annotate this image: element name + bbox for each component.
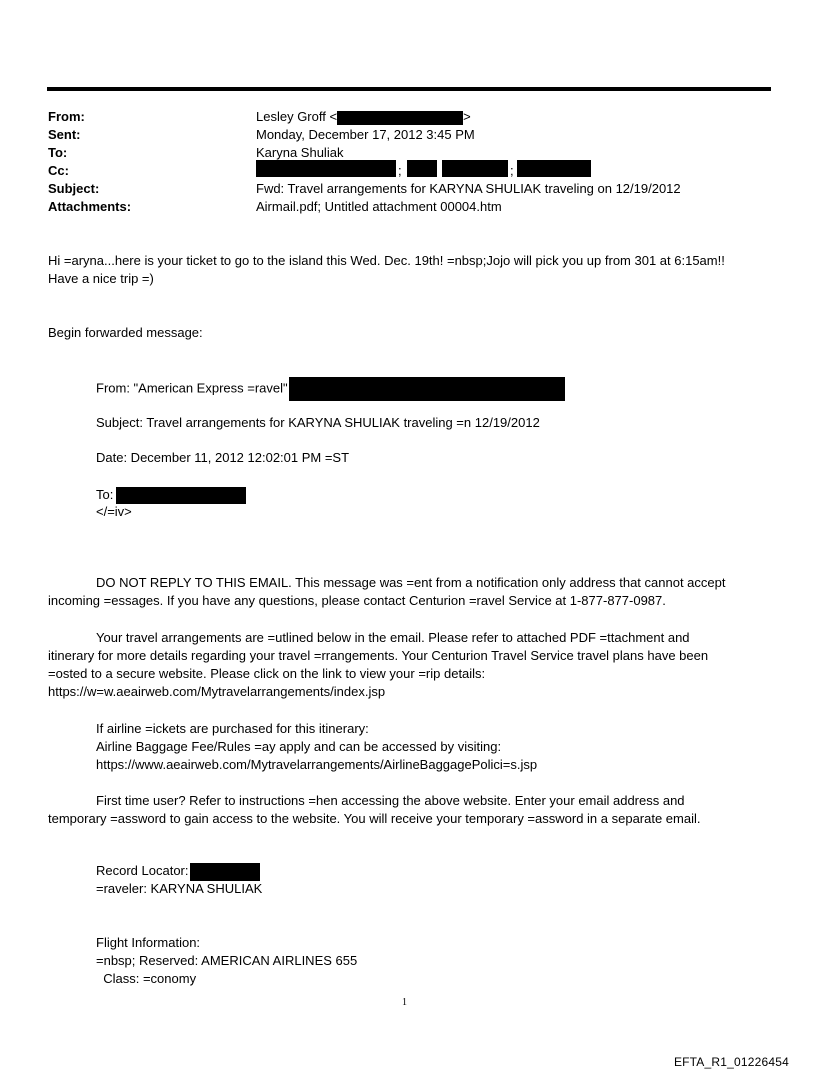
traveler: =raveler: KARYNA SHULIAK bbox=[96, 881, 263, 896]
paragraph-line: itinerary for more details regarding your travel =rrangements. Your Centurion Travel Service travel plans have been bbox=[48, 648, 709, 663]
header-rule bbox=[47, 87, 771, 91]
paragraph-line: If airline =ickets are purchased for this itinerary: bbox=[96, 721, 369, 736]
subject-value: Fwd: Travel arrangements for KARYNA SHULIAK traveling on 12/19/2012 bbox=[256, 181, 681, 196]
sent-value: Monday, December 17, 2012 3:45 PM bbox=[256, 127, 475, 142]
from-close: > bbox=[463, 109, 471, 124]
to-value: Karyna Shuliak bbox=[256, 145, 344, 160]
paragraph-line: temporary =assword to gain access to the website. You will receive your temporary =assword in a separate email. bbox=[48, 811, 701, 826]
paragraph-line: DO NOT REPLY TO THIS EMAIL. This message was =ent from a notification only address that cannot accept bbox=[96, 575, 726, 590]
fwd-subject: Subject: Travel arrangements for KARYNA SHULIAK traveling =n 12/19/2012 bbox=[96, 415, 540, 430]
fwd-from bbox=[96, 377, 565, 401]
redaction-block bbox=[256, 160, 396, 177]
redaction-block bbox=[407, 160, 437, 177]
redaction-block bbox=[442, 160, 508, 177]
redaction-block bbox=[116, 487, 246, 504]
cc-separator: ; bbox=[510, 163, 514, 178]
greeting-line: Hi =aryna...here is your ticket to go to the island this Wed. Dec. 19th! =nbsp;Jojo will pick you up from 301 at 6:15am!! bbox=[48, 253, 725, 268]
greeting-line: Have a nice trip =) bbox=[48, 271, 154, 286]
redaction-block bbox=[337, 111, 463, 125]
from-label: From: bbox=[48, 109, 85, 124]
paragraph-line: Your travel arrangements are =utlined below in the email. Please refer to attached PDF =ttachment and bbox=[96, 630, 690, 645]
cc-label: Cc: bbox=[48, 163, 69, 178]
paragraph-line: =osted to a secure website. Please click on the link to view your =rip details: bbox=[48, 666, 486, 681]
paragraph-line: incoming =essages. If you have any questions, please contact Centurion =ravel Service at 1-877-877-0987. bbox=[48, 593, 666, 608]
baggage-link[interactable]: https://www.aeairweb.com/Mytravelarrangements/AirlineBaggagePolici=s.jsp bbox=[96, 757, 538, 772]
redaction-block bbox=[517, 160, 591, 177]
paragraph-line: First time user? Refer to instructions =hen accessing the above website. Enter your email address and bbox=[96, 793, 685, 808]
paragraph-line: Airline Baggage Fee/Rules =ay apply and can be accessed by visiting: bbox=[96, 739, 502, 754]
fwd-div: </=iv> bbox=[96, 504, 132, 519]
from-name: Lesley Groff < bbox=[256, 109, 338, 124]
from-value bbox=[256, 109, 471, 125]
sent-label: Sent: bbox=[48, 127, 81, 142]
fwd-to-label: To: bbox=[96, 487, 114, 502]
page-number: 1 bbox=[402, 997, 407, 1008]
begin-forwarded: Begin forwarded message: bbox=[48, 325, 203, 340]
document-id: EFTA_R1_01226454 bbox=[673, 1055, 789, 1069]
class: Class: =conomy bbox=[96, 971, 197, 986]
record-locator-label: Record Locator: bbox=[96, 863, 189, 878]
attachments-value: Airmail.pdf; Untitled attachment 00004.htm bbox=[256, 199, 502, 214]
fwd-date: Date: December 11, 2012 12:02:01 PM =ST bbox=[96, 450, 350, 465]
trip-link[interactable]: https://w=w.aeairweb.com/Mytravelarrangements/index.jsp bbox=[48, 684, 386, 699]
redaction-block bbox=[190, 863, 260, 881]
fwd-to bbox=[96, 486, 246, 504]
record-locator bbox=[96, 862, 260, 881]
redaction-block bbox=[289, 377, 565, 401]
flight-info: Flight Information: bbox=[96, 935, 201, 950]
subject-label: Subject: bbox=[48, 181, 100, 196]
to-label: To: bbox=[48, 145, 68, 160]
cc-separator: ; bbox=[398, 163, 402, 178]
attachments-label: Attachments: bbox=[48, 199, 132, 214]
reserved: =nbsp; Reserved: AMERICAN AIRLINES 655 bbox=[96, 953, 358, 968]
fwd-from-text: From: "American Express =ravel" bbox=[96, 380, 288, 396]
